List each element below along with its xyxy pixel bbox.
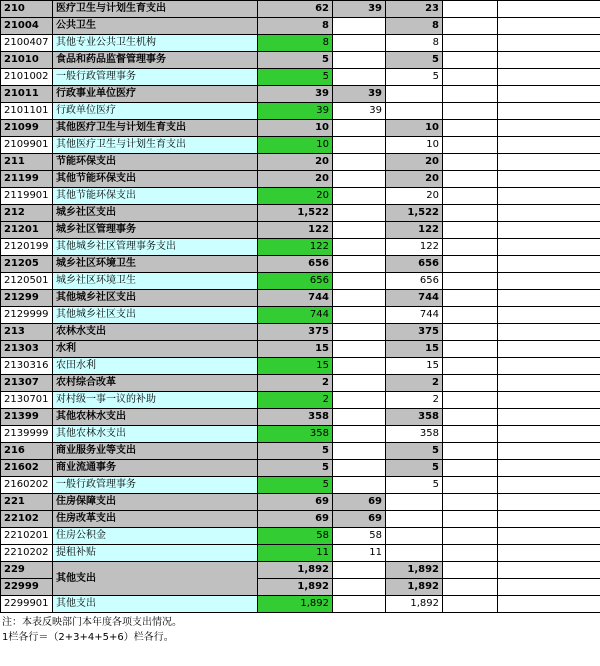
row-value-5 — [498, 52, 600, 69]
row-name: 水利 — [53, 341, 258, 358]
row-value-4 — [443, 188, 498, 205]
row-code: 21199 — [1, 171, 53, 188]
row-value-3: 20 — [386, 171, 443, 188]
table-row — [1, 137, 600, 154]
row-value-5 — [498, 171, 600, 188]
row-value-5 — [498, 290, 600, 307]
row-value-2 — [333, 460, 386, 477]
row-total: 5 — [258, 477, 333, 494]
row-code: 21205 — [1, 256, 53, 273]
row-value-4 — [443, 1, 498, 18]
row-total: 744 — [258, 290, 333, 307]
row-value-4 — [443, 596, 498, 613]
row-value-5 — [498, 426, 600, 443]
note-line-2: 1栏各行＝（2+3+4+5+6）栏各行。 — [2, 632, 174, 643]
row-value-3: 744 — [386, 290, 443, 307]
row-value-3: 20 — [386, 188, 443, 205]
row-value-3 — [386, 103, 443, 120]
table-row — [1, 205, 600, 222]
row-value-3 — [386, 494, 443, 511]
row-name: 城乡社区环境卫生 — [53, 256, 258, 273]
row-value-5 — [498, 579, 600, 596]
row-value-3: 10 — [386, 120, 443, 137]
row-value-3: 2 — [386, 375, 443, 392]
row-total: 5 — [258, 69, 333, 86]
row-value-2: 39 — [333, 103, 386, 120]
row-value-2 — [333, 324, 386, 341]
row-total: 10 — [258, 137, 333, 154]
row-value-3: 8 — [386, 35, 443, 52]
row-value-4 — [443, 52, 498, 69]
row-value-2 — [333, 239, 386, 256]
row-value-4 — [443, 443, 498, 460]
row-code: 2130701 — [1, 392, 53, 409]
table-body — [1, 1, 600, 613]
row-value-2: 58 — [333, 528, 386, 545]
row-value-2 — [333, 154, 386, 171]
row-value-2 — [333, 171, 386, 188]
row-code: 229 — [1, 562, 53, 579]
row-value-5 — [498, 205, 600, 222]
row-value-2: 39 — [333, 86, 386, 103]
row-value-3 — [386, 511, 443, 528]
row-value-2: 39 — [333, 1, 386, 18]
row-value-2 — [333, 256, 386, 273]
row-code: 221 — [1, 494, 53, 511]
table-row — [1, 426, 600, 443]
row-total: 15 — [258, 341, 333, 358]
row-name: 城乡社区环境卫生 — [53, 273, 258, 290]
row-value-5 — [498, 341, 600, 358]
row-value-4 — [443, 579, 498, 596]
row-value-4 — [443, 477, 498, 494]
row-value-2 — [333, 18, 386, 35]
row-value-4 — [443, 375, 498, 392]
row-value-2: 69 — [333, 494, 386, 511]
row-value-3: 1,892 — [386, 596, 443, 613]
row-value-5 — [498, 239, 600, 256]
row-value-4 — [443, 392, 498, 409]
row-code: 21307 — [1, 375, 53, 392]
row-value-3: 8 — [386, 18, 443, 35]
row-value-3: 5 — [386, 460, 443, 477]
row-name: 住房改革支出 — [53, 511, 258, 528]
row-value-2 — [333, 307, 386, 324]
row-value-3: 1,522 — [386, 205, 443, 222]
row-total: 656 — [258, 256, 333, 273]
row-value-2 — [333, 52, 386, 69]
row-name: 行政事业单位医疗 — [53, 86, 258, 103]
row-total: 58 — [258, 528, 333, 545]
row-name: 其他城乡社区支出 — [53, 307, 258, 324]
row-value-3: 5 — [386, 69, 443, 86]
row-code: 2120501 — [1, 273, 53, 290]
table-row — [1, 409, 600, 426]
row-total: 20 — [258, 171, 333, 188]
row-value-5 — [498, 69, 600, 86]
row-value-2 — [333, 120, 386, 137]
row-value-3: 1,892 — [386, 562, 443, 579]
row-value-5 — [498, 188, 600, 205]
row-value-5 — [498, 596, 600, 613]
row-value-3: 122 — [386, 239, 443, 256]
row-total: 69 — [258, 494, 333, 511]
row-value-5 — [498, 409, 600, 426]
row-name: 其他专业公共卫生机构 — [53, 35, 258, 52]
table-row — [1, 103, 600, 120]
row-value-4 — [443, 86, 498, 103]
table-row — [1, 460, 600, 477]
row-value-5 — [498, 545, 600, 562]
row-code: 2129999 — [1, 307, 53, 324]
row-total: 1,892 — [258, 579, 333, 596]
row-value-2 — [333, 35, 386, 52]
row-value-3: 5 — [386, 477, 443, 494]
row-total: 10 — [258, 120, 333, 137]
row-value-2 — [333, 222, 386, 239]
row-name: 节能环保支出 — [53, 154, 258, 171]
row-value-4 — [443, 103, 498, 120]
row-code: 2210202 — [1, 545, 53, 562]
row-value-2 — [333, 375, 386, 392]
row-name: 其他支出 — [53, 596, 258, 613]
table-notes — [2, 615, 598, 645]
row-name: 农村综合改革 — [53, 375, 258, 392]
row-code: 2139999 — [1, 426, 53, 443]
row-value-2 — [333, 205, 386, 222]
row-value-2 — [333, 69, 386, 86]
table-row — [1, 18, 600, 35]
table-row — [1, 324, 600, 341]
row-value-4 — [443, 545, 498, 562]
row-code: 2100407 — [1, 35, 53, 52]
row-total: 15 — [258, 358, 333, 375]
row-name: 提租补贴 — [53, 545, 258, 562]
row-value-4 — [443, 290, 498, 307]
row-value-4 — [443, 358, 498, 375]
table-row — [1, 239, 600, 256]
row-name: 农林水支出 — [53, 324, 258, 341]
row-value-2 — [333, 392, 386, 409]
row-total: 2 — [258, 392, 333, 409]
row-total: 20 — [258, 154, 333, 171]
table-row — [1, 256, 600, 273]
row-value-4 — [443, 18, 498, 35]
row-name: 商业服务业等支出 — [53, 443, 258, 460]
row-value-2 — [333, 290, 386, 307]
row-value-3: 122 — [386, 222, 443, 239]
row-code: 21011 — [1, 86, 53, 103]
row-value-2 — [333, 443, 386, 460]
row-total: 1,892 — [258, 562, 333, 579]
row-value-4 — [443, 562, 498, 579]
table-row — [1, 222, 600, 239]
row-name: 食品和药品监督管理事务 — [53, 52, 258, 69]
row-value-4 — [443, 324, 498, 341]
row-code: 21399 — [1, 409, 53, 426]
row-value-3: 15 — [386, 358, 443, 375]
row-value-4 — [443, 239, 498, 256]
row-value-5 — [498, 137, 600, 154]
row-value-2 — [333, 188, 386, 205]
row-value-5 — [498, 18, 600, 35]
row-total: 69 — [258, 511, 333, 528]
row-value-4 — [443, 494, 498, 511]
row-name: 其他农林水支出 — [53, 426, 258, 443]
row-value-5 — [498, 273, 600, 290]
row-code: 2120199 — [1, 239, 53, 256]
table-row — [1, 52, 600, 69]
row-value-5 — [498, 86, 600, 103]
row-value-5 — [498, 477, 600, 494]
row-total: 122 — [258, 222, 333, 239]
row-name: 对村级一事一议的补助 — [53, 392, 258, 409]
row-name: 城乡社区支出 — [53, 205, 258, 222]
row-code: 21201 — [1, 222, 53, 239]
row-name: 住房保障支出 — [53, 494, 258, 511]
row-value-5 — [498, 562, 600, 579]
row-value-3: 744 — [386, 307, 443, 324]
row-value-4 — [443, 171, 498, 188]
row-code: 2160202 — [1, 477, 53, 494]
row-total: 5 — [258, 52, 333, 69]
row-value-5 — [498, 222, 600, 239]
table-row — [1, 562, 600, 579]
row-value-2 — [333, 409, 386, 426]
row-value-4 — [443, 307, 498, 324]
table-row — [1, 1, 600, 18]
row-value-5 — [498, 1, 600, 18]
row-code: 211 — [1, 154, 53, 171]
row-code: 2101002 — [1, 69, 53, 86]
row-value-4 — [443, 273, 498, 290]
row-code: 22102 — [1, 511, 53, 528]
table-row — [1, 154, 600, 171]
row-name: 其他农林水支出 — [53, 409, 258, 426]
row-code: 21299 — [1, 290, 53, 307]
table-row — [1, 545, 600, 562]
row-code: 2299901 — [1, 596, 53, 613]
row-value-3: 2 — [386, 392, 443, 409]
row-code: 2130316 — [1, 358, 53, 375]
row-value-3: 1,892 — [386, 579, 443, 596]
row-value-3: 5 — [386, 443, 443, 460]
row-value-5 — [498, 324, 600, 341]
row-value-5 — [498, 375, 600, 392]
row-value-5 — [498, 120, 600, 137]
row-total: 20 — [258, 188, 333, 205]
row-total: 11 — [258, 545, 333, 562]
row-name: 住房公积金 — [53, 528, 258, 545]
row-value-2: 69 — [333, 511, 386, 528]
row-value-2 — [333, 426, 386, 443]
table-row — [1, 596, 600, 613]
row-code: 21303 — [1, 341, 53, 358]
row-value-3: 358 — [386, 409, 443, 426]
row-total: 2 — [258, 375, 333, 392]
row-value-3: 15 — [386, 341, 443, 358]
row-value-4 — [443, 205, 498, 222]
table-row — [1, 35, 600, 52]
row-name: 其他城乡社区支出 — [53, 290, 258, 307]
row-value-4 — [443, 222, 498, 239]
row-total: 39 — [258, 86, 333, 103]
row-value-4 — [443, 528, 498, 545]
table-row — [1, 477, 600, 494]
row-value-5 — [498, 256, 600, 273]
row-value-5 — [498, 494, 600, 511]
row-code: 21602 — [1, 460, 53, 477]
table-row — [1, 375, 600, 392]
table-row — [1, 341, 600, 358]
row-value-5 — [498, 154, 600, 171]
row-value-3: 23 — [386, 1, 443, 18]
row-name: 公共卫生 — [53, 18, 258, 35]
row-value-2: 11 — [333, 545, 386, 562]
row-name: 其他城乡社区管理事务支出 — [53, 239, 258, 256]
row-total: 1,892 — [258, 596, 333, 613]
table-row — [1, 443, 600, 460]
row-code: 21004 — [1, 18, 53, 35]
note-line-1: 注：本表反映部门本年度各项支出情况。 — [2, 617, 182, 628]
table-row — [1, 188, 600, 205]
row-name: 城乡社区管理事务 — [53, 222, 258, 239]
row-total: 358 — [258, 409, 333, 426]
row-name: 医疗卫生与计划生育支出 — [53, 1, 258, 18]
row-value-4 — [443, 256, 498, 273]
row-value-3 — [386, 528, 443, 545]
row-value-3 — [386, 86, 443, 103]
row-value-5 — [498, 443, 600, 460]
row-value-4 — [443, 409, 498, 426]
row-name: 一般行政管理事务 — [53, 69, 258, 86]
row-value-2 — [333, 596, 386, 613]
row-value-2 — [333, 341, 386, 358]
row-value-4 — [443, 35, 498, 52]
table-row — [1, 171, 600, 188]
row-code: 2109901 — [1, 137, 53, 154]
table-row — [1, 69, 600, 86]
row-value-2 — [333, 137, 386, 154]
table-row — [1, 358, 600, 375]
row-value-5 — [498, 35, 600, 52]
row-value-3: 20 — [386, 154, 443, 171]
row-value-4 — [443, 460, 498, 477]
row-total: 375 — [258, 324, 333, 341]
row-name: 其他医疗卫生与计划生育支出 — [53, 137, 258, 154]
table-row — [1, 120, 600, 137]
row-value-3: 10 — [386, 137, 443, 154]
row-value-4 — [443, 120, 498, 137]
row-name: 商业流通事务 — [53, 460, 258, 477]
row-code: 21099 — [1, 120, 53, 137]
row-total: 8 — [258, 35, 333, 52]
table-row — [1, 273, 600, 290]
row-value-3: 656 — [386, 273, 443, 290]
row-value-4 — [443, 137, 498, 154]
row-total: 744 — [258, 307, 333, 324]
row-total: 5 — [258, 460, 333, 477]
row-value-4 — [443, 511, 498, 528]
row-value-4 — [443, 154, 498, 171]
row-value-2 — [333, 358, 386, 375]
row-value-4 — [443, 69, 498, 86]
row-name: 其他节能环保支出 — [53, 188, 258, 205]
row-total: 1,522 — [258, 205, 333, 222]
row-value-3 — [386, 545, 443, 562]
table-row — [1, 511, 600, 528]
table-row — [1, 290, 600, 307]
row-total: 656 — [258, 273, 333, 290]
row-total: 8 — [258, 18, 333, 35]
table-row — [1, 392, 600, 409]
row-value-2 — [333, 477, 386, 494]
table-row — [1, 86, 600, 103]
row-code: 2119901 — [1, 188, 53, 205]
row-value-3: 358 — [386, 426, 443, 443]
row-value-3: 5 — [386, 52, 443, 69]
row-code: 2210201 — [1, 528, 53, 545]
table-row — [1, 528, 600, 545]
row-name: 其他节能环保支出 — [53, 171, 258, 188]
row-value-2 — [333, 579, 386, 596]
row-code: 213 — [1, 324, 53, 341]
row-value-4 — [443, 341, 498, 358]
row-value-3: 375 — [386, 324, 443, 341]
row-code: 22999 — [1, 579, 53, 596]
row-name: 一般行政管理事务 — [53, 477, 258, 494]
row-name: 其他支出 — [53, 562, 258, 596]
row-value-5 — [498, 307, 600, 324]
row-total: 358 — [258, 426, 333, 443]
row-total: 5 — [258, 443, 333, 460]
row-name: 其他医疗卫生与计划生育支出 — [53, 120, 258, 137]
table-row — [1, 494, 600, 511]
row-code: 21010 — [1, 52, 53, 69]
row-value-5 — [498, 103, 600, 120]
row-value-2 — [333, 562, 386, 579]
row-value-3: 656 — [386, 256, 443, 273]
row-value-5 — [498, 392, 600, 409]
table-row — [1, 307, 600, 324]
row-name: 农田水利 — [53, 358, 258, 375]
row-value-2 — [333, 273, 386, 290]
row-name: 行政单位医疗 — [53, 103, 258, 120]
row-value-5 — [498, 528, 600, 545]
row-code: 212 — [1, 205, 53, 222]
row-code: 210 — [1, 1, 53, 18]
row-value-5 — [498, 358, 600, 375]
row-value-5 — [498, 460, 600, 477]
row-code: 2101101 — [1, 103, 53, 120]
row-value-4 — [443, 426, 498, 443]
row-total: 62 — [258, 1, 333, 18]
row-total: 39 — [258, 103, 333, 120]
row-value-5 — [498, 511, 600, 528]
row-code: 216 — [1, 443, 53, 460]
row-total: 122 — [258, 239, 333, 256]
